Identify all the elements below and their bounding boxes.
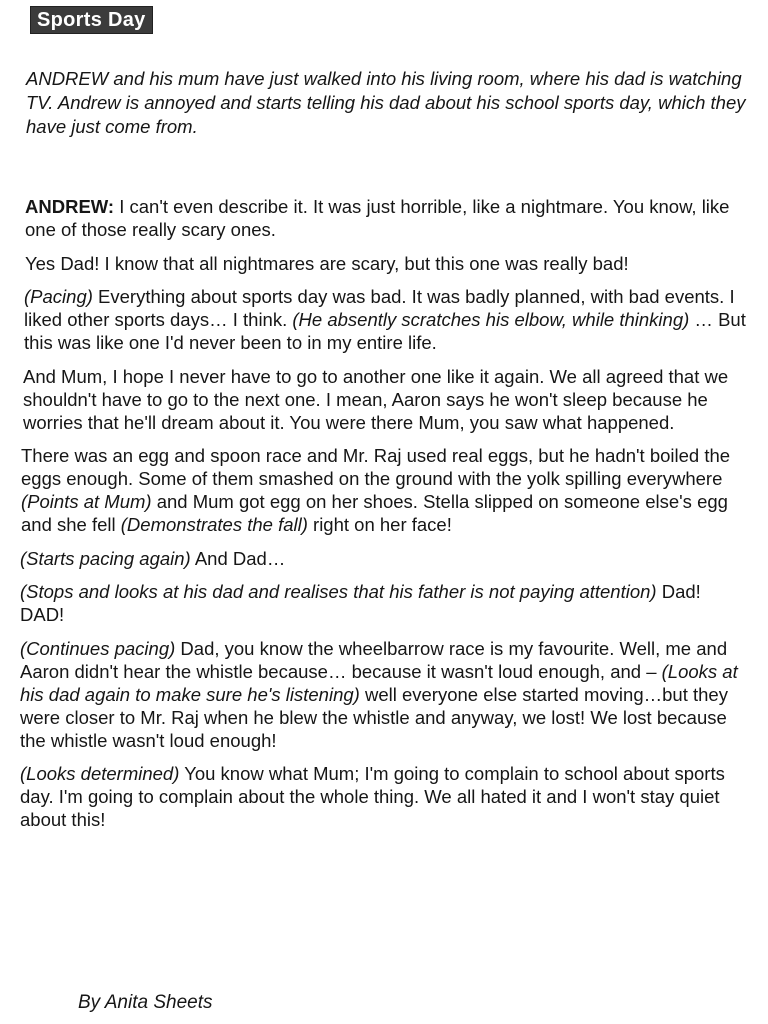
stage-direction-intro: ANDREW and his mum have just walked into his living room, where his dad is watching TV. Andrew is annoyed and starts telling his dad about his school sports day, which they have just come from. <box>26 68 746 137</box>
dialogue-text: And Dad… <box>190 547 286 569</box>
script-paragraph <box>20 444 750 536</box>
stage-direction: (He absently scratches his elbow, while thinking) <box>292 309 690 330</box>
script-paragraph <box>20 285 750 354</box>
script-paragraph <box>20 195 750 241</box>
script-paragraph <box>20 580 750 626</box>
dialogue-text: I can't even describe it. It was just horrible, like a nightmare. You know, like one of those really scary ones. <box>25 196 730 240</box>
dialogue-text: well everyone else started moving…but they were closer to Mr. Raj when he blew the whistle and anyway, we lost! We lost because the whistle wasn't loud enough! <box>20 683 728 751</box>
script-paragraph <box>20 547 750 570</box>
dialogue-text: There was an egg and spoon race and Mr. Raj used real eggs, but he hadn't boiled the eggs enough. Some of them smashed on the ground with the yolk spilling everywhere <box>21 445 731 489</box>
stage-direction: (Continues pacing) <box>20 637 176 659</box>
stage-direction: (Starts pacing again) <box>20 547 191 569</box>
script-paragraph <box>20 252 750 275</box>
stage-direction: (Points at Mum) <box>21 491 152 512</box>
script-paragraph <box>20 637 750 752</box>
dialogue-text: You know what Mum; I'm going to complain to school about sports day. I'm going to complain about the whole thing. We all hated it and I won't stay quiet about this! <box>20 763 725 830</box>
stage-direction: (Looks determined) <box>20 763 180 784</box>
author-credit: By Anita Sheets <box>78 992 213 1013</box>
dialogue-text: … But this was like one I'd never been to in my entire life. <box>24 309 746 353</box>
script-body <box>20 195 750 842</box>
stage-direction: (Pacing) <box>24 286 93 307</box>
dialogue-text: right on her face! <box>307 514 452 535</box>
dialogue-text: Dad! DAD! <box>20 581 701 625</box>
dialogue-text: and Mum got egg on her shoes. Stella slipped on someone else's egg and she fell <box>21 491 728 535</box>
stage-direction: (Looks at his dad again to make sure he's listening) <box>20 660 738 705</box>
dialogue-text: And Mum, I hope I never have to go to another one like it again. We all agreed that we shouldn't have to go to the next one. I mean, Aaron says he won't sleep because he worries that he'll dream about it. You were there Mum, you saw what happened. <box>23 365 729 433</box>
document-title: Sports Day <box>30 6 153 34</box>
script-paragraph <box>20 365 750 434</box>
stage-direction: (Stops and looks at his dad and realises that his father is not paying attention) <box>20 581 657 602</box>
dialogue-text: Everything about sports day was bad. It was badly planned, with bad events. I liked other sports days… I think. <box>24 286 735 330</box>
dialogue-text: Yes Dad! I know that all nightmares are scary, but this one was really bad! <box>25 252 629 274</box>
script-paragraph <box>20 762 750 831</box>
stage-direction: (Demonstrates the fall) <box>120 514 308 535</box>
dialogue-text: Dad, you know the wheelbarrow race is my favourite. Well, me and Aaron didn't hear the whistle because… because it wasn't loud enough, and – <box>20 637 728 682</box>
speaker-name: ANDREW: <box>25 196 115 217</box>
